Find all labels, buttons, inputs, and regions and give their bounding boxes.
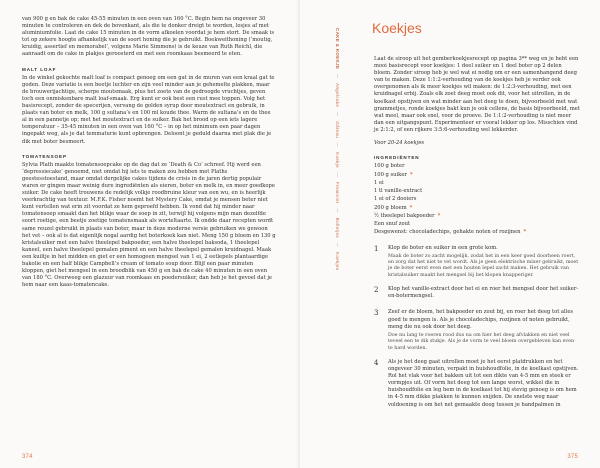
section-malt-loaf	[22, 66, 276, 146]
ingredient-text: 100 g boter	[374, 163, 405, 170]
ingredient-text: ½ theelepel bakpoeder	[374, 212, 435, 219]
ingredient-item	[374, 205, 580, 212]
right-text-column	[374, 56, 580, 418]
ingredient-text: 200 g bloem	[374, 204, 407, 211]
vertical-separator: —	[335, 208, 340, 214]
ingredient-text: 1 ei of 2 dooiers	[374, 196, 417, 203]
recipe-title: Koekjes	[372, 20, 422, 36]
page-number-right: 375	[567, 454, 578, 460]
ingredient-text: 1 tl vanille-extract	[374, 188, 423, 195]
left-text-column	[22, 16, 276, 292]
ingredient-item	[374, 213, 580, 220]
vertical-trail-1: Gâteau	[335, 121, 340, 139]
section-title-malt-loaf: MALT LOAF	[22, 66, 57, 72]
vertical-separator: —	[335, 111, 340, 117]
step-number: 2	[374, 286, 379, 295]
section-body-malt-loaf: In de winkel gekochte malt loaf is compact genoeg om een gat in de muren van een kraal gat te goden. Deze variatie is een beetje luchter en zijn veel minder aan je gehemelte plakken, maar de brouwerijachtige, scherpe moutsmaak, plus het zoete van de gedroogde vruchtjes, geven toch een onmiskenbare malt loaf-smaak. Erg kunt er ook best een rust mee toppen. Volg het basisrecept, zonder de specerijen, vervang de golden syrup door moutextract en gebruik, in plaats van boter en melk, 100 g sultana’s en 100 ml koude thee. Warm de sultana’s en de thee al in een pannetje op; met het moutextract en de suiker. Bak het brood op een iets lagere temperatuur – 35-45 minuten in een oven van 160 °C – in op het minimum een paar dagen ingepakt weg, als je dat temmaturie kunt opbrengen. Deloont je geduld daarna met plak die je dik met boter besmeert.	[22, 74, 275, 145]
step-number: 3	[374, 309, 379, 318]
step-number: 1	[374, 244, 379, 253]
recipe-serving: Voor 20-24 koekjes	[374, 140, 425, 147]
step-main-text: Klop het vanille-extract door het ei en roer het mengsel door het suiker-en-botermengsel.	[388, 286, 579, 300]
step-main-text: Als je het deeg gaat uitrollen moet je het eerst platdrukken en het ongeveer 30 minuten, verpakt in huishoudfolie, in de koelkast opstijven. Rol het vlak voor het bakken uit tot een dikte van 4-5 mm en steek er vormpjes uit. Of vorm het deeg tot een lange worst, wikkel die in huishoudfolie en leg hem in de koelkast tot hij stevig genoeg is om hem in 4-5 mm dikke plakken te kunnen snijden. De snelste weg naar voldoening is om het net gemaakte deeg tussen je handpalmen in	[388, 358, 579, 408]
vertical-separator: —	[335, 142, 340, 148]
step-main-text: Zeef er de bloem, het bakpoeder en zout bij, en roer het deeg tot alles goed te mengen is. Als je chocoladechips, rozijnen of noten gebruikt, meng die nu ook door het deeg.	[388, 309, 574, 330]
section-tomatensoep	[22, 153, 276, 290]
ingredient-item	[374, 188, 580, 195]
ingredient-item	[374, 229, 580, 236]
step-item	[374, 359, 580, 411]
step-note-text: Maak de boter zo zacht mogelijk, zodat het in een keer goed doorheen roert, en zorg dat het niet te vet wordt. Als je geen elektrische mixer gebruikt, moet je de boter eerst even met een houten lepel zacht maken. Het gebruik van kristalsuiker maakt het mengsel bij het klopen knapperiger.	[388, 253, 579, 278]
vertical-trail-4: Bolletjes	[335, 217, 340, 238]
section-title-tomatensoep: TOMATENSOEP	[22, 153, 67, 159]
vertical-separator: —	[335, 73, 340, 79]
vertical-trail-2: Koekje	[335, 152, 340, 168]
ingredient-text: 1 ei	[374, 179, 384, 186]
step-note-text: Doe nu lang te roeren rood dus na om hier het deeg afvlakken en niet veel teveel een te dik stukje. Als je de vorm te veel bloem overgebleven kan even te hard worden.	[388, 332, 575, 351]
page-number-left: 374	[22, 454, 33, 460]
step-item	[374, 286, 580, 302]
ingredient-text: Desgewenst: chocoladechips, gehakte noten of rozijnen	[374, 229, 521, 236]
asterisk-icon: *	[523, 229, 527, 236]
vertical-separator: —	[335, 242, 340, 248]
ingredient-item	[374, 163, 580, 170]
steps-list	[374, 245, 580, 411]
step-main-text: Klop de boter en suiker in een grote kom.	[388, 244, 498, 251]
vertical-trail-5: Koekjes	[335, 251, 340, 271]
ingredient-text: Een snuf zout	[374, 221, 411, 228]
ingredient-item	[374, 172, 580, 179]
recipe-intro: Laat de siroop uit het gemberkoekjesrecept op pagina 3** weg en je hebt een mooi basisrecept voor koekjes: 1 deel suiker en 1 deel boter op 2 delen bloem. Zonder siroop heb je wel wat ei nodig om er een samenhangend deeg van te maken. Deze 1:1:2-verhouding van de koekjes heb je verder ook overgenomen als ik meer koekjes wil maken: de 1:2:3-verhouding, met een kruidnagel erbij. Zoals elk zoet deeg moet ook dit, voor het uitrollen, in de koelkast opstijven en wat minder aan het deeg te doen, bijvoorbeeld met wat grammetjes, ronde koekjes bakt kun je ook cellens, de basis bijvoorbeeld, met wat meel, maar ook snel, voor de proeve. De 1:1:2-verhouding is niet meer dan een uitgangspunt. Experimenteer er vooral lekker op los. Misschien vind je 2:1:2, of een rijkere 3:5:6-verhouding wel lekkerder.	[374, 56, 580, 133]
ingredient-item	[374, 180, 580, 187]
asterisk-icon: *	[409, 171, 413, 178]
ingredient-item	[374, 221, 580, 228]
ingredients-list	[374, 163, 580, 236]
step-number: 4	[374, 358, 379, 367]
vertical-trail-0: Angelcake	[335, 83, 340, 108]
ingredient-text: 100 g suiker	[374, 171, 407, 178]
vertical-section-label	[335, 28, 340, 270]
left-intro-paragraph: van 900 g en bak de cake 45-55 minuten in een oven van 160 °C. Begin hem na ongeveer 30 minuten te controleren en dek de bovenkant, als die te donker dreigt te worden, losjes af met aluminiumfolie. Laat de cake 15 minuten in de vorm afkoelen voordat je hem stort. De smaak is tot op zekere hoogte afhankelijk van de soort honing die je gebruikt. Boekweithoning (‘moutig, kruidig, assertief en memorabel’, volgens Marie Simmons) is de keuze van Ruth Reichl, die aanraadt om de cake in plakjes geroosterd en met een roomkaas besmeerd te eten.	[22, 16, 275, 58]
step-item	[374, 309, 580, 352]
vertical-section-name: CAKE & KOEKJE	[335, 28, 340, 70]
ingredient-item	[374, 196, 580, 203]
asterisk-icon: *	[409, 204, 413, 211]
section-body-tomatensoep: Sylvia Plath maakte tomatensoepcake op de dag dat ze ‘Death & Co’ schreef. Hij werd een ‘depressiecake’ genoemd, niet omdat hij iets te maken zou hebben met Plaths geestesstoestand, maar omdat dergelijke cakes tijdens de crisis in de jaren dertig populair waren er gingen maar weinig dure ingrediënten als eieren, boter en melk in, en meer goedkope suiker. De cake heeft trouwens de redelijk volkje roodbruine kleur van een wu, en is heerlijk veerkrachtig van textuur. M.F.K. Fisher noemt het Mystery Cake, omdat je mensen beter niet kunt vertellen wat erin zit voordat ze hem geproefd hebben. Ik vond dat hij minder naar tomatensoep smaakt dan het blikje waar de soep in zit, terwijl hij volgens mijn man dezelfde soort roetige, een beetje zoetige tomatensmaak als worteltaarte. Ik ondde daar recepten wordt same reuzel gebruikt in plaats van boter, maar in deze moderne versie gebruiken we gewoon het vet – ook al is dat eigenlijk nogal aardig het boterkoek kan niet. Meng 150 g bloem en 130 g kristalsuiker met een halve theelepel bakpoeder, een halve theelepel baksoda, 1 theelepel kaneel, een halve theelepel gemalen piment en een halve theelepel gemalen kruidnagel. Maak een kuiltje in het midden en giet er een homogeen mengsel van 1 ei, 2 eetlepels plantaardige bakolie en een half blikje Campbell’s cream of tomato soup door. Blijf een paar minuten kloppen, giet het mengsel in een broodblik van 450 g en bak de cake 40 minuten in een oven van 180 °C. Overweeg een glazuur van roomkaas en poedersuiker, dan heb je het gevoel dat je hem naar een kaas-tomatencake.	[22, 161, 276, 289]
step-item	[374, 245, 580, 280]
vertical-separator: —	[335, 172, 340, 178]
ingredients-heading: INGREDIËNTEN	[374, 155, 420, 161]
vertical-trail-3: Financier	[335, 182, 340, 204]
asterisk-icon: *	[437, 212, 441, 219]
